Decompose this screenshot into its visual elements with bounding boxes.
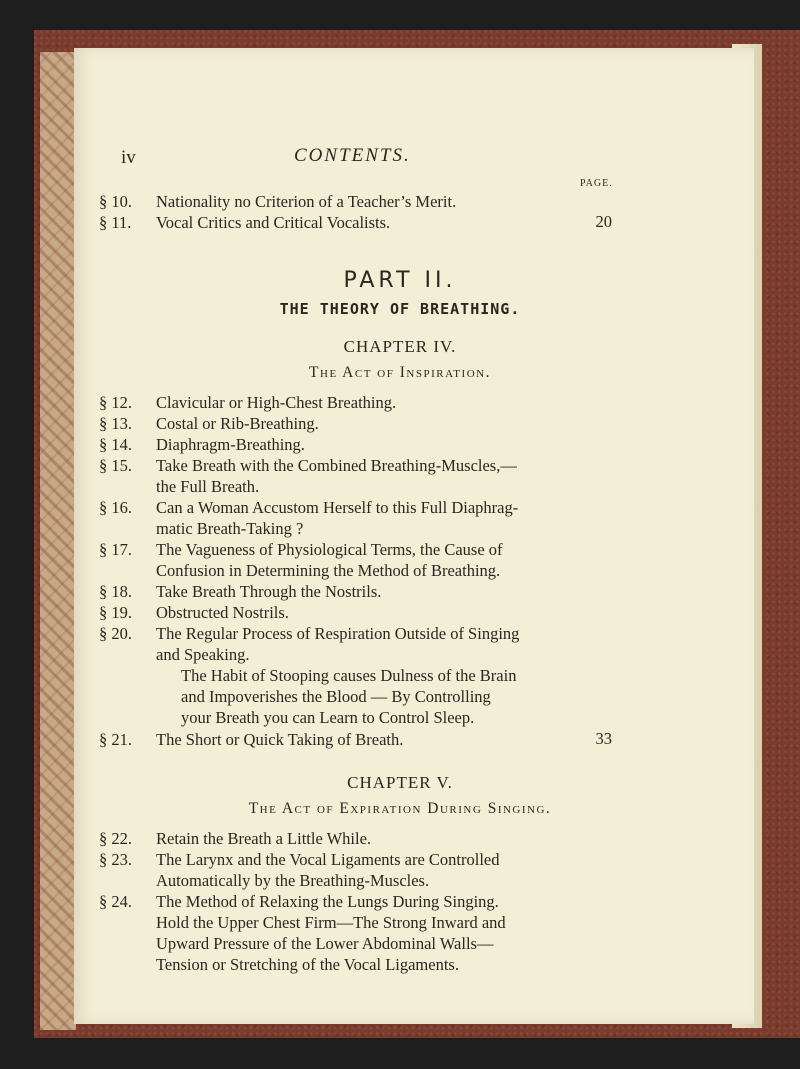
toc-entry-24 [99,891,659,975]
section-number: § 18. [99,582,132,601]
toc-entry-17 [99,539,659,581]
entry-subtopic: and Impoverishes the Blood — By Controlling [181,687,491,706]
entry-continuation: Hold the Upper Chest Firm—The Strong Inward and [156,913,506,932]
entry-title: Obstructed Nostrils. [156,603,289,622]
entry-title: Clavicular or High-Chest Breathing. [156,393,397,412]
section-number: § 23. [99,850,132,869]
section-number: § 11. [99,213,132,232]
entry-continuation: Automatically by the Breathing-Muscles. [156,871,430,890]
entry-title: The Regular Process of Respiration Outside of Singing [156,624,520,643]
entry-title: Nationality no Criterion of a Teacher’s Merit. [156,192,457,211]
entry-title: The Short or Quick Taking of Breath. [156,730,404,749]
entry-page-number: 33 [595,729,612,748]
section-number: § 12. [99,393,132,412]
toc-entry-19 [99,602,659,623]
section-number: § 10. [99,192,132,211]
entry-title: Vocal Critics and Critical Vocalists. [156,213,391,232]
entry-subtopic: your Breath you can Learn to Control Sleep. [181,708,475,727]
entry-title: The Vagueness of Physiological Terms, the Cause of [156,540,503,559]
chapter-title: CHAPTER V. [347,773,453,792]
chapter-subtitle: The Act of Inspiration. [309,364,491,381]
entry-title: Can a Woman Accustom Herself to this Full Diaphrag- [156,498,519,517]
section-number: § 17. [99,540,132,559]
toc-entry-16 [99,497,659,539]
part-title: PART II. [343,268,457,293]
entry-title: The Method of Relaxing the Lungs During Singing. [156,892,499,911]
page-number: iv [121,147,136,168]
toc-entry-22 [99,828,659,849]
entry-title: The Larynx and the Vocal Ligaments are Controlled [156,850,500,869]
section-number: § 20. [99,624,132,643]
entry-title: Take Breath Through the Nostrils. [156,582,382,601]
entry-title: Take Breath with the Combined Breathing-Muscles,— [156,456,517,475]
section-number: § 22. [99,829,132,848]
entry-title: Retain the Breath a Little While. [156,829,372,848]
toc-entry-20 [99,623,659,728]
entry-title: Diaphragm-Breathing. [156,435,305,454]
section-number: § 13. [99,414,132,433]
section-number: § 19. [99,603,132,622]
toc-entry-15 [99,455,659,497]
toc-entry-10 [99,191,659,212]
entry-subtopic: The Habit of Stooping causes Dulness of the Brain [181,666,517,685]
entry-continuation: matic Breath-Taking ? [156,519,304,538]
entry-page-number: 20 [595,212,612,231]
part-subtitle: THE THEORY OF BREATHING. [279,300,521,318]
toc-entry-13 [99,413,659,434]
section-number: § 14. [99,435,132,454]
toc-entry-23 [99,849,659,891]
page-column-label: PAGE. [580,178,613,189]
section-number: § 15. [99,456,132,475]
section-number: § 24. [99,892,132,911]
entry-continuation: Upward Pressure of the Lower Abdominal Walls— [156,934,494,953]
running-title: CONTENTS. [294,145,411,166]
toc-entry-14 [99,434,659,455]
entry-continuation: Confusion in Determining the Method of Breathing. [156,561,501,580]
entry-continuation: the Full Breath. [156,477,260,496]
entry-title: Costal or Rib-Breathing. [156,414,319,433]
section-number: § 16. [99,498,132,517]
chapter-title: CHAPTER IV. [343,337,457,356]
entry-continuation: Tension or Stretching of the Vocal Ligaments. [156,955,459,974]
entry-continuation: and Speaking. [156,645,250,664]
section-number: § 21. [99,730,132,749]
chapter-subtitle: The Act of Expiration During Singing. [248,800,552,817]
toc-entry-18 [99,581,659,602]
toc-entry-12 [99,392,659,413]
